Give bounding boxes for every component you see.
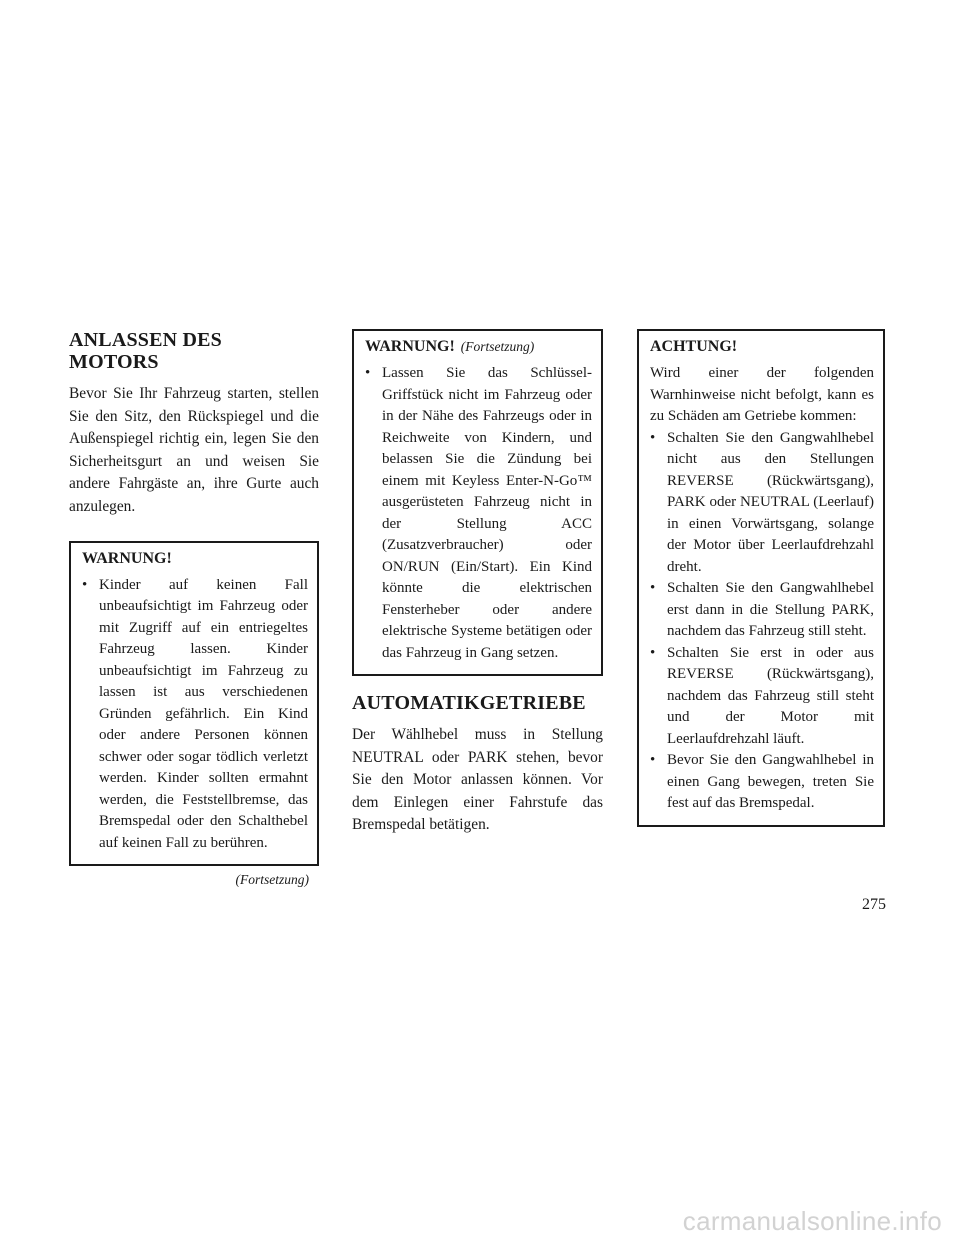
caution-item: • Bevor Sie den Gangwahlhebel in einen Gang bewegen, treten Sie fest auf das Bremspedal. (650, 750, 874, 815)
caution-box-transmission (637, 329, 885, 827)
warning-title: WARNUNG! (82, 549, 172, 567)
column-left (69, 329, 319, 888)
automatic-transmission-body: Der Wählhebel muss in Stellung NEUTRAL oder PARK stehen, bevor Sie den Motor anlassen können. Vor dem Einlegen einer Fahrstufe das Bremspedal betätigen. (352, 726, 603, 834)
caution-title: ACHTUNG! (650, 338, 738, 355)
section-heading-automatic-transmission: AUTOMATIKGETRIEBE (352, 692, 586, 714)
warning-list (365, 363, 592, 664)
caution-item: • Schalten Sie den Gangwahlhebel nicht aus den Stellungen REVERSE (Rückwärtsgang), PARK oder NEUTRAL (Leerlauf) in einen Vorwärtsgang, solange der Motor über Leerlaufdrehzahl dreht. (650, 428, 874, 579)
starting-engine-intro: Bevor Sie Ihr Fahrzeug starten, stellen Sie den Sitz, den Rückspiegel und die Außenspiegel richtig ein, legen Sie den Sicherheitsgurt an und weisen Sie andere Fahrgäste an, ihre Gurte auch anzulegen. (69, 385, 319, 515)
warning-list (82, 575, 308, 855)
caution-intro: Wird einer der folgenden Warnhinweise nicht befolgt, kann es zu Schäden am Getriebe kommen: (650, 365, 874, 424)
section-heading-starting-engine: ANLASSEN DES MOTORS (69, 329, 223, 373)
caution-item: • Schalten Sie den Gangwahlhebel erst dann in die Stellung PARK, nachdem das Fahrzeug still steht. (650, 578, 874, 643)
warning-box-key-fob (352, 329, 603, 676)
warning-title-continued (365, 337, 592, 357)
continued-note: (Fortsetzung) (235, 872, 309, 888)
warning-title: WARNUNG! (365, 338, 455, 355)
warning-item: • Kinder auf keinen Fall unbeaufsichtigt im Fahrzeug oder mit Zugriff auf ein entriegeltes Fahrzeug lassen. Kinder unbeaufsichtigt im Fahrzeug zu lassen ist aus verschiedenen Gründen gefährlich. Ein Kind oder andere Personen können schwer oder sogar tödlich verletzt werden. Kinder sollten ermahnt werden, die Feststellbremse, das Bremspedal oder den Schalthebel auf keinen Fall zu berühren. (82, 575, 308, 855)
column-middle (352, 329, 603, 837)
warning-item: • Lassen Sie das Schlüssel-Griffstück nicht im Fahrzeug oder in der Nähe des Fahrzeugs oder in Reichweite von Kindern, und belassen Sie die Zündung bei einem mit Keyless Enter-N-Go™ ausgerüsteten Fahrzeug nicht in der Stellung ACC (Zusatzverbraucher) oder ON/RUN (Ein/Start). Ein Kind könnte die elektrischen Fensterheber oder andere elektrische Systeme betätigen oder das Fahrzeug in Gang setzen. (365, 363, 592, 664)
column-right (637, 329, 885, 827)
continued-label: (Fortsetzung) (460, 339, 535, 354)
watermark: carmanualsonline.info (682, 1206, 942, 1236)
warning-box-children (69, 541, 319, 867)
caution-item: • Schalten Sie erst in oder aus REVERSE (Rückwärtsgang), nachdem das Fahrzeug still steht und der Motor mit Leerlaufdrehzahl läuft. (650, 643, 874, 751)
page-number: 275 (862, 896, 886, 913)
caution-list (650, 428, 874, 815)
